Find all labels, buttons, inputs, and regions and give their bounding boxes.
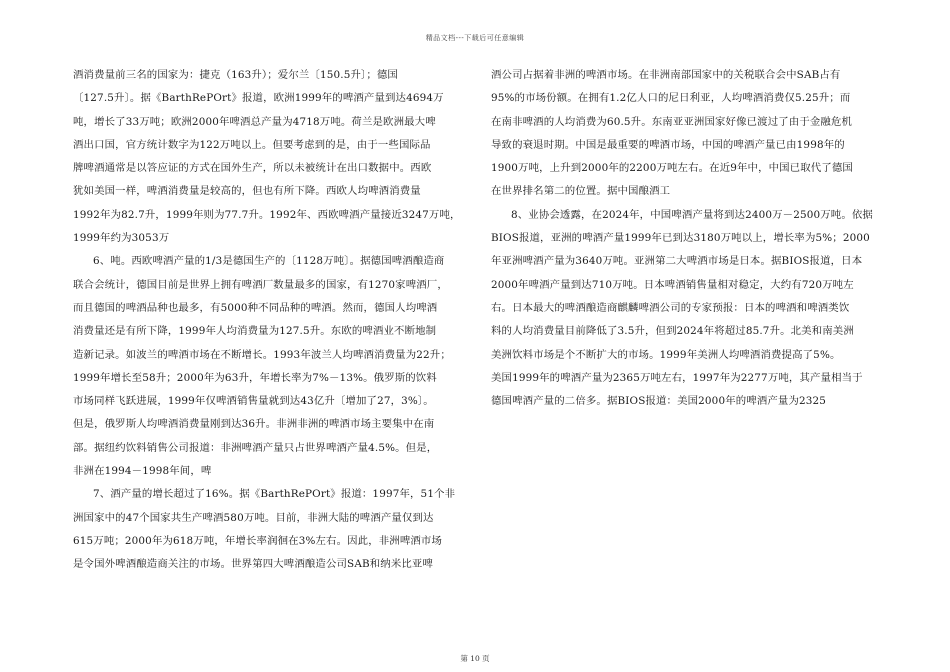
text-line: 1999年约为3053万 xyxy=(73,232,170,245)
text-line: 而且德国的啤酒品种也最多，有5000种不同品种的啤酒。然而，德国人均啤酒 xyxy=(73,301,438,314)
text-line: 德国啤酒产量的二倍多。据BIOS报道：美国2000年的啤酒产量为2325 xyxy=(491,395,827,408)
text-line: 美洲饮料市场是个不断扩大的市场。1999年美洲人均啤酒消费提高了5%。 xyxy=(491,348,841,361)
text-line: 年亚洲啤酒产量为3640万吨。亚洲第二大啤酒市场是日本。据BIOS报道，日本 xyxy=(491,255,863,268)
text-line: 1900万吨，上升到2000年的2200万吨左右。在近9年中，中国已取代了德国 xyxy=(491,162,853,175)
text-line: 导致的衰退时期。中国是最重要的啤酒市场，中国的啤酒产量已由1998年的 xyxy=(491,138,845,151)
text-line: 8、业协会透露，在2024年，中国啤酒产量将到达2400万－2500万吨。依据 xyxy=(511,208,873,221)
text-line: 在世界排名第二的位置。据中国酿酒工 xyxy=(491,185,671,198)
page-header: 精品文档---下载后可任意编辑 xyxy=(425,34,525,42)
text-line: 牌啤酒通常是以答应证的方式在国外生产，所以未被统计在出口数据中。西欧 xyxy=(73,162,432,175)
text-line: 7、酒产量的增长超过了16%。据《BarthRePOrt》报道：1997年，51个非 xyxy=(93,488,456,501)
text-line: 是令国外啤酒酿造商关注的市场。世界第四大啤酒酿造公司SAB和纳米比亚啤 xyxy=(73,558,434,571)
text-line: 犹如美国一样，啤酒消费量是较高的，但也有所下降。西欧人均啤酒消费量 xyxy=(73,185,421,198)
text-line: 615万吨；2000年为618万吨，年增长率润徊在3%左右。因此，非洲啤酒市场 xyxy=(73,534,442,547)
text-line: 部。据纽约饮料销售公司报道：非洲啤酒产量只占世界啤酒产量4.5%。但是， xyxy=(73,441,438,454)
text-line: 市场同样飞跃进展，1999年仅啤酒销售量就到达43亿升〔增加了27，3%〕。 xyxy=(73,395,434,408)
text-line: BIOS报道，亚洲的啤酒产量1999年已到达3180万吨以上，增长率为5%；2000 xyxy=(491,232,870,245)
text-line: 联合会统计，德国目前是世界上拥有啤酒厂数量最多的国家，有1270家啤酒厂， xyxy=(73,278,448,291)
text-line: 右。日本最大的啤酒酿造商麒麟啤酒公司的专家预报：日本的啤酒和啤酒类饮 xyxy=(491,301,850,314)
text-line: 酒消费量前三名的国家为：捷克（163升）；爱尔兰〔150.5升〕；德国 xyxy=(73,69,398,81)
text-line: 非洲在1994－1998年间，啤 xyxy=(73,465,212,478)
text-line: 美国1999年的啤酒产量为2365万吨左右，1997年为2277万吨，其产量相当于 xyxy=(491,371,863,384)
text-line: 吨，增长了33万吨；欧洲2000年啤酒总产量为4718万吨。荷兰是欧洲最大啤 xyxy=(73,115,436,128)
text-line: 1999年增长至58升；2000年为63升，年增长率为7%－13%。俄罗斯的饮料 xyxy=(73,371,437,384)
text-line: 造新记录。如波兰的啤酒市场在不断增长。1993年波兰人均啤酒消费量为22升； xyxy=(73,348,451,361)
page-number: 第 10 页 xyxy=(460,654,490,663)
text-line: 95%的市场份额。在拥有1.2亿人口的尼日利亚，人均啤酒消费仅5.25升；而 xyxy=(491,92,851,105)
text-line: 酒公司占据着非洲的啤酒市场。在非洲南部国家中的关税联合会中SAB占有 xyxy=(491,69,841,81)
text-line: 料的人均消费量目前降低了3.5升，但到2024年将超过85.7升。北美和南美洲 xyxy=(491,325,854,338)
text-line: 酒出口国，官方统计数字为122万吨以上。但要考虑到的是，由于一些国际品 xyxy=(73,138,431,151)
right-text-column xyxy=(491,64,883,413)
left-text-column xyxy=(73,64,465,577)
text-line: 6、吨。西欧啤酒产量的1/3是德国生产的〔1128万吨〕。据德国啤酒酿造商 xyxy=(93,255,445,268)
text-line: 洲国家中的47个国家共生产啤酒580万吨。目前，非洲大陆的啤酒产量仅到达 xyxy=(73,511,434,524)
text-line: 2000年啤酒产量到达710万吨。日本啤酒销售量相对稳定，大约有720万吨左 xyxy=(491,278,854,291)
text-line: 在南非啤酒的人均消费为60.5升。东南亚亚洲国家好像已渡过了由于金融危机 xyxy=(491,115,853,128)
text-line: 消费量还是有所下降，1999年人均消费量为127.5升。东欧的啤酒业不断地制 xyxy=(73,325,437,338)
text-line: 但是，俄罗斯人均啤酒消费量刚到达36升。非洲非洲的啤酒市场主要集中在南 xyxy=(73,418,435,431)
text-line: 1992年为82.7升，1999年则为77.7升。1992年、西欧啤酒产量接近3247万吨， xyxy=(73,208,461,221)
text-line: 〔127.5升〕。据《BarthRePOrt》报道，欧洲1999年的啤酒产量到达4694万 xyxy=(73,92,444,105)
